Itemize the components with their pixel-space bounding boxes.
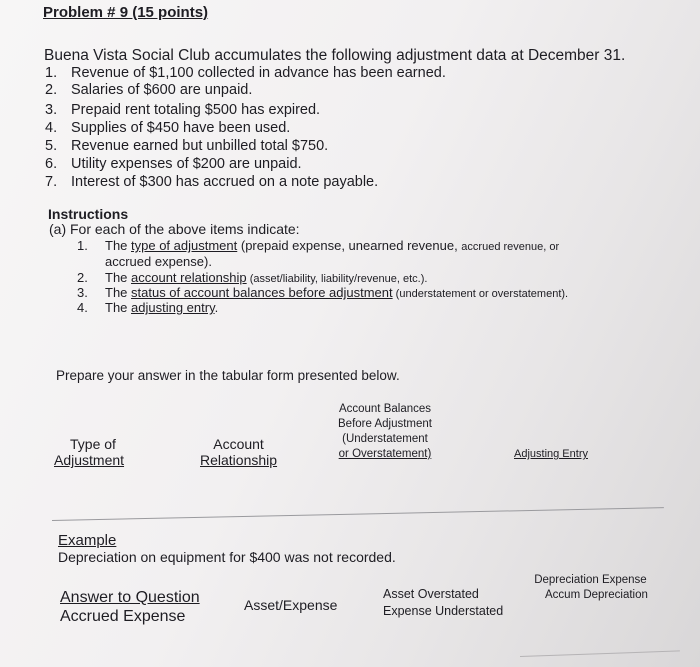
subitem-pre: The: [105, 270, 132, 285]
answer-block: [60, 588, 200, 626]
subitem-key-term: type of adjustment: [131, 238, 238, 253]
answer-divider: [520, 650, 680, 657]
item-number: 2.: [45, 82, 58, 98]
answer-entry-line1: Depreciation Expense: [534, 574, 647, 586]
list-item: [45, 156, 302, 173]
table-divider: [52, 507, 664, 521]
header-adjusting-entry: Adjusting Entry: [514, 448, 588, 460]
header-account-balances: [338, 402, 432, 462]
subitem-pre: The: [105, 238, 132, 253]
list-item: [45, 65, 446, 82]
subitem-pre: The: [105, 300, 132, 315]
item-number: 4.: [45, 120, 58, 136]
header-account-line1: Account: [213, 436, 264, 452]
subitem-rest-small: accrued revenue, or: [461, 241, 560, 253]
header-account-relationship: [200, 436, 277, 468]
subitem-rest: (understatement or overstatement).: [392, 288, 569, 300]
item-text: Revenue of $1,100 collected in advance has been earned.: [71, 65, 446, 81]
answer-status-line2: Expense Understated: [383, 604, 504, 618]
subitem-number: 4.: [77, 300, 88, 315]
list-item: [45, 174, 378, 191]
header-account-line2: Relationship: [200, 452, 278, 468]
instructions-part-a: (a) For each of the above items indicate:: [49, 221, 300, 237]
answer-status-line1: Asset Overstated: [383, 587, 479, 601]
header-type-of-adjustment: [54, 436, 124, 468]
list-item: [45, 138, 328, 155]
subitem-pre: The: [105, 285, 132, 300]
list-item: [45, 102, 320, 119]
subitem-key-term: account relationship: [131, 270, 247, 285]
answer-relationship: Asset/Expense: [244, 597, 338, 613]
problem-title: Problem # 9 (15 points): [43, 4, 209, 21]
subitem-rest: .: [214, 300, 219, 315]
item-number: 6.: [45, 156, 58, 172]
instruction-subitem: [77, 300, 218, 315]
subitem-number: 1.: [77, 238, 88, 253]
problem-intro: Buena Vista Social Club accumulates the following adjustment data at December 31.: [44, 47, 626, 64]
answer-entry-line2: Accum Depreciation: [545, 589, 648, 601]
item-text: Interest of $300 has accrued on a note payable.: [71, 174, 379, 190]
instruction-subitem-continuation: accrued expense).: [105, 254, 212, 269]
item-text: Utility expenses of $200 are unpaid.: [71, 156, 302, 172]
list-item: [45, 82, 252, 99]
answer-label: Answer to Question: [60, 589, 200, 606]
answer-entry: [533, 573, 648, 603]
item-number: 7.: [45, 174, 58, 190]
item-text: Supplies of $450 have been used.: [71, 120, 291, 136]
instruction-subitem: [77, 238, 559, 255]
header-type-line2: Adjustment: [54, 452, 125, 468]
example-label: Example: [58, 532, 117, 549]
item-text: Prepaid rent totaling $500 has expired.: [71, 102, 321, 118]
item-number: 5.: [45, 138, 58, 154]
header-type-line1: Type of: [70, 436, 116, 452]
item-number: 1.: [45, 65, 58, 81]
header-balances-line3: (Understatement: [342, 433, 428, 445]
subitem-key-term: status of account balances before adjustment: [131, 285, 393, 300]
example-block: [58, 532, 396, 566]
subitem-number: 2.: [77, 270, 88, 285]
item-text: Revenue earned but unbilled total $750.: [71, 138, 329, 154]
instructions-heading: Instructions: [48, 206, 129, 222]
example-text: Depreciation on equipment for $400 was not recorded.: [58, 549, 396, 565]
subitem-rest: (asset/liability, liability/revenue, etc.).: [246, 273, 428, 285]
item-number: 3.: [45, 102, 58, 118]
item-text: Salaries of $600 are unpaid.: [71, 82, 253, 98]
header-balances-line1: Account Balances: [338, 403, 432, 415]
answer-status: [383, 586, 503, 620]
header-balances-line2: Before Adjustment: [338, 418, 432, 430]
subitem-rest: (prepaid expense, unearned revenue,: [237, 238, 462, 253]
subitem-key-term: adjusting entry: [131, 300, 215, 315]
header-balances-line4: or Overstatement): [338, 448, 432, 460]
list-item: [45, 120, 290, 137]
answer-type: Accrued Expense: [60, 608, 186, 625]
subitem-number: 3.: [77, 285, 88, 300]
prepare-instruction: Prepare your answer in the tabular form presented below.: [56, 368, 400, 383]
